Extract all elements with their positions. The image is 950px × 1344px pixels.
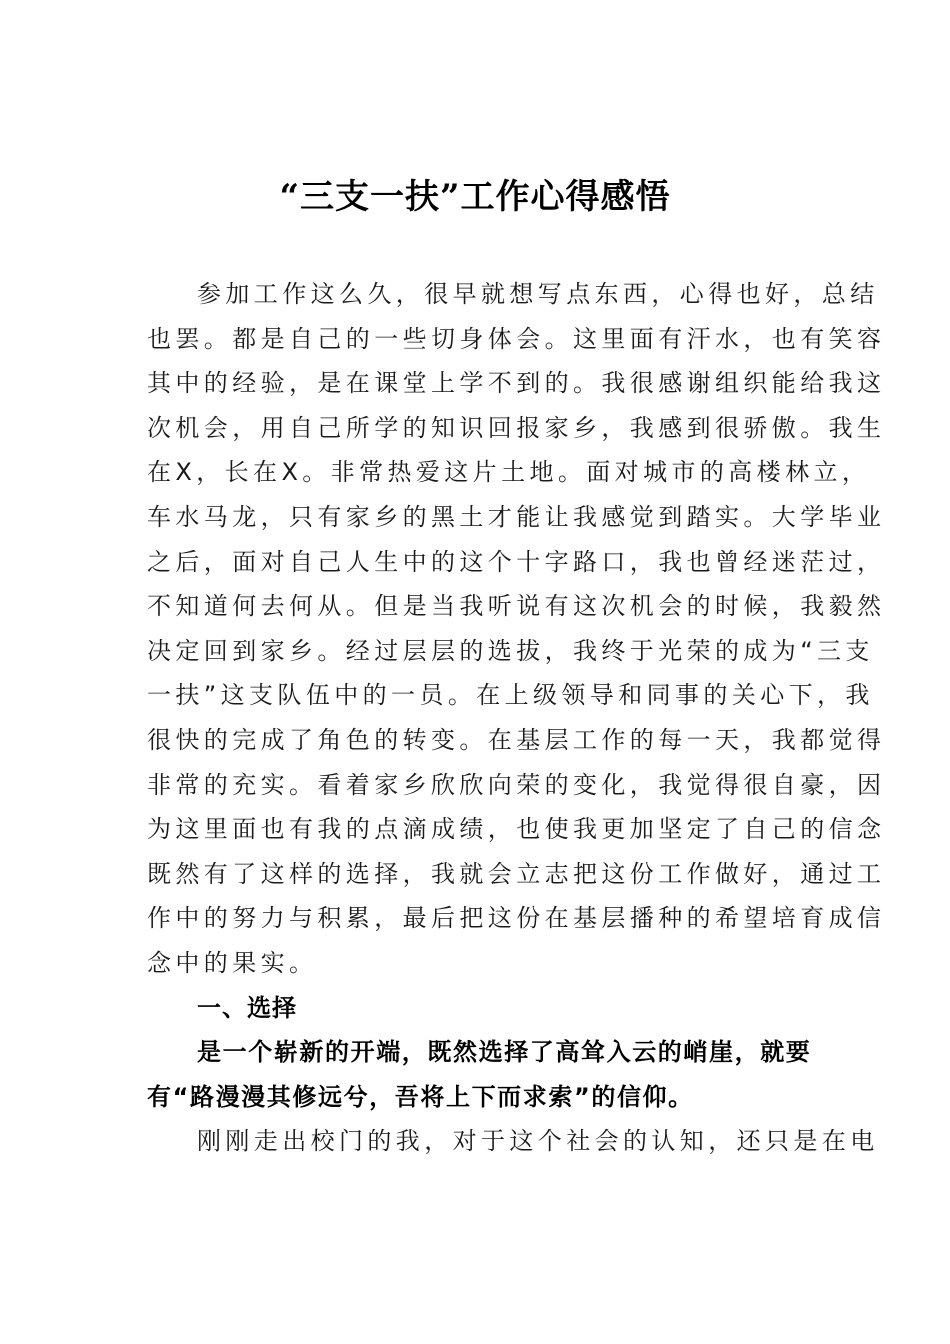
bold-text-line: 有“路漫漫其修远兮，吾将上下而求索”的信仰。 xyxy=(147,1082,694,1111)
paragraph-intro xyxy=(147,272,886,986)
text-line: 很快的完成了角色的转变。在基层工作的每一天，我都觉得 xyxy=(147,725,886,754)
section-heading: 一、选择 xyxy=(197,993,297,1022)
text-line: 不知道何去何从。但是当我听说有这次机会的时候，我毅然 xyxy=(147,592,886,621)
text-line: 决定回到家乡。经过层层的选拔，我终于光荣的成为“三支 xyxy=(147,636,874,665)
text-line: 一扶”这支队伍中的一员。在上级领导和同事的关心下，我 xyxy=(147,681,874,710)
text-line: 既然有了这样的选择，我就会立志把这份工作做好，通过工 xyxy=(147,859,886,888)
text-line: 之后，面对自己人生中的这个十字路口，我也曾经迷茫过， xyxy=(147,547,886,576)
document-body xyxy=(147,272,886,1164)
text-line: 车水马龙，只有家乡的黑土才能让我感觉到踏实。大学毕业 xyxy=(147,502,886,531)
text-line: 作中的努力与积累，最后把这份在基层播种的希望培育成信 xyxy=(147,904,886,933)
text-line: 也罢。都是自己的一些切身体会。这里面有汗水，也有笑容 xyxy=(147,324,886,353)
section-choice xyxy=(147,986,879,1164)
text-line: 其中的经验，是在课堂上学不到的。我很感谢组织能给我这 xyxy=(147,369,886,398)
page-title: “三支一扶”工作心得感悟 xyxy=(279,177,671,217)
text-line: 非常的充实。看着家乡欣欣向荣的变化，我觉得很自豪，因 xyxy=(147,770,886,799)
text-line: 念中的果实。 xyxy=(147,948,318,977)
bold-text-line: 是一个崭新的开端，既然选择了高耸入云的峭崖，就要 xyxy=(197,1038,812,1067)
text-line: 次机会，用自己所学的知识回报家乡，我感到很骄傲。我生 xyxy=(147,413,886,442)
text-line: 在X，长在X。非常热爱这片土地。面对城市的高楼林立， xyxy=(147,458,871,487)
text-line: 刚刚走出校门的我，对于这个社会的认知，还只是在电 xyxy=(197,1127,879,1156)
text-line: 为这里面也有我的点滴成绩，也使我更加坚定了自己的信念 xyxy=(147,815,886,844)
text-line: 参加工作这么久，很早就想写点东西，心得也好，总结 xyxy=(197,280,879,308)
